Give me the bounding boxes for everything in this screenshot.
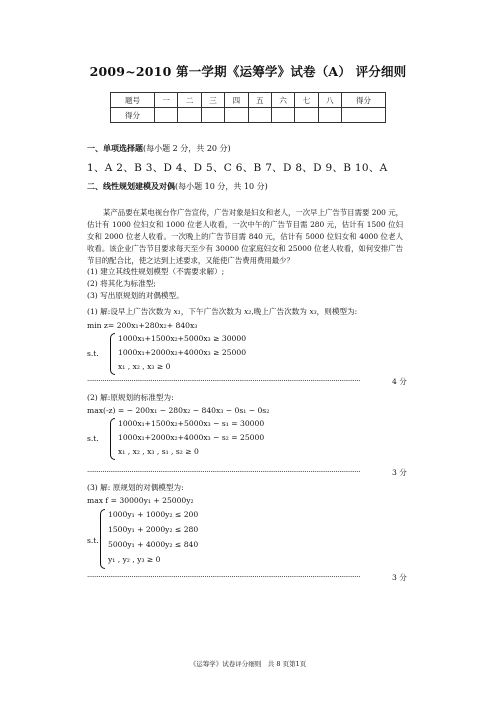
score-header-cell: 二 (178, 93, 201, 108)
part2-score-leader: ·············································································································································· (87, 468, 361, 476)
part3-st-label: s.t. (87, 536, 99, 545)
part3-constraint: 1000y₁ + 1000y₂ ≤ 200 (108, 510, 199, 519)
section2-heading (87, 181, 268, 192)
task-1: (1) 建立其线性规划模型（不需要求解）; (87, 267, 225, 276)
part2-constraint: x₁ , x₂ , x₃ , s₁ , s₂ ≥ 0 (118, 447, 199, 456)
section2-title: 二、线性规划建模及对偶 (87, 181, 175, 191)
part1-constraint: 1000x₁+2000x₂+4000x₃ ≥ 25000 (118, 348, 247, 357)
part1-intro-a: (1) 解:设早上广告次数为 (87, 307, 172, 316)
score-cell (155, 108, 178, 123)
score-cell (225, 108, 248, 123)
var-x2: x₂ (244, 307, 252, 316)
part2-score: 3 分 (392, 468, 407, 477)
part1-score: 4 分 (392, 377, 407, 386)
score-table (110, 92, 386, 123)
page-footer: 《运筹学》试卷评分细则 共 8 页第1页 (189, 660, 307, 668)
part1-intro (87, 306, 357, 317)
part1-constraint: x₁ , x₂ , x₃ ≥ 0 (118, 362, 171, 371)
part2-objective: max(-z) = − 200x₁ − 280x₂ − 840x₃ − 0s₁ − 0s₂ (87, 406, 270, 415)
score-header-cell: 一 (155, 93, 178, 108)
part2-constraint: 1000x₁+2000x₂+4000x₃ − s₂ = 25000 (118, 433, 265, 442)
part3-objective: max f = 30000y₁ + 25000y₂ (87, 496, 194, 505)
part2-constraint: 1000x₁+1500x₂+5000x₃ − s₁ = 30000 (118, 419, 265, 428)
score-header-cell: 三 (201, 93, 224, 108)
section1-heading (87, 143, 231, 154)
part1-st-label: s.t. (87, 349, 99, 358)
var-x3: x₃ (309, 307, 317, 316)
score-cell (342, 108, 386, 123)
score-table-score-row (111, 108, 386, 123)
part3-constraint: 1500y₁ + 2000y₂ ≤ 280 (108, 525, 199, 534)
score-header-cell: 六 (271, 93, 294, 108)
score-cell (201, 108, 224, 123)
part3-intro: (3) 解: 原规划的对偶模型为: (87, 483, 184, 492)
part1-intro-c: ,晚上广告次数为 (251, 307, 307, 316)
answer-key: 1、A 2、B 3、D 4、D 5、C 6、B 7、D 8、D 9、B 10、A (87, 162, 388, 174)
part1-intro-b: ，下午广告次数为 (180, 307, 242, 316)
part1-brace (110, 333, 115, 375)
part2-intro: (2) 解:原规划的标准型为: (87, 393, 174, 402)
document-title: 2009~2010 第一学期《运筹学》试卷（A） 评分细则 (89, 64, 407, 79)
part3-constraint: y₁ , y₂ , y₃ ≥ 0 (108, 555, 161, 564)
problem-statement: 某产品要在某电视台作广告宣传，广告对象是妇女和老人，一次早上广告节目需要 200 元，估计有 1000 位妇女和 1000 位老人收看，一次中午的广告节目需 280 元，估计有 1500 位妇女和 2000 位老人收看。一次晚上的广告节目需 840 元，估计有 5000 位妇女和 4000 位老人收看。该企业广告节目要求每天至少有 30000 位家庭妇女和 25000 位老人收看，如何安排广告节目的配合比，使之达到上述要求，又能使广告费用费用最少？ (87, 208, 403, 265)
task-2: (2) 将其化为标准型; (87, 279, 156, 288)
score-header-cell: 四 (225, 93, 248, 108)
score-header-cell: 题号 (111, 93, 155, 108)
part1-constraint: 1000x₁+1500x₂+5000x₃ ≥ 30000 (118, 334, 247, 343)
score-table-header-row (111, 93, 386, 108)
score-cell (271, 108, 294, 123)
score-cell (248, 108, 271, 123)
score-header-cell: 八 (318, 93, 341, 108)
part2-st-label: s.t. (87, 434, 99, 443)
part1-intro-d: ，则模型为: (316, 307, 358, 316)
score-cell (178, 108, 201, 123)
part2-brace (110, 418, 115, 460)
score-cell (318, 108, 341, 123)
var-x1: x₁ (173, 307, 181, 316)
score-row-label: 得分 (111, 108, 155, 123)
part3-brace (100, 509, 105, 569)
score-cell (295, 108, 318, 123)
section1-title: 一、单项选择题 (87, 143, 143, 153)
part1-score-leader: ·············································································································································· (87, 377, 361, 385)
score-header-cell: 七 (295, 93, 318, 108)
score-header-cell: 得分 (342, 93, 386, 108)
part3-score-leader: ·············································································································································· (87, 573, 361, 581)
section1-note: (每小题 2 分，共 20 分) (143, 144, 231, 153)
part3-constraint: 5000y₁ + 4000y₂ ≤ 840 (108, 540, 199, 549)
section2-note: (每小题 10 分，共 10 分) (175, 182, 268, 191)
task-3: (3) 写出原规划的对偶模型。 (87, 291, 184, 300)
score-header-cell: 五 (248, 93, 271, 108)
part1-objective: min z= 200x₁+280x₂+ 840x₃ (87, 321, 198, 330)
part3-score: 3 分 (392, 573, 407, 582)
